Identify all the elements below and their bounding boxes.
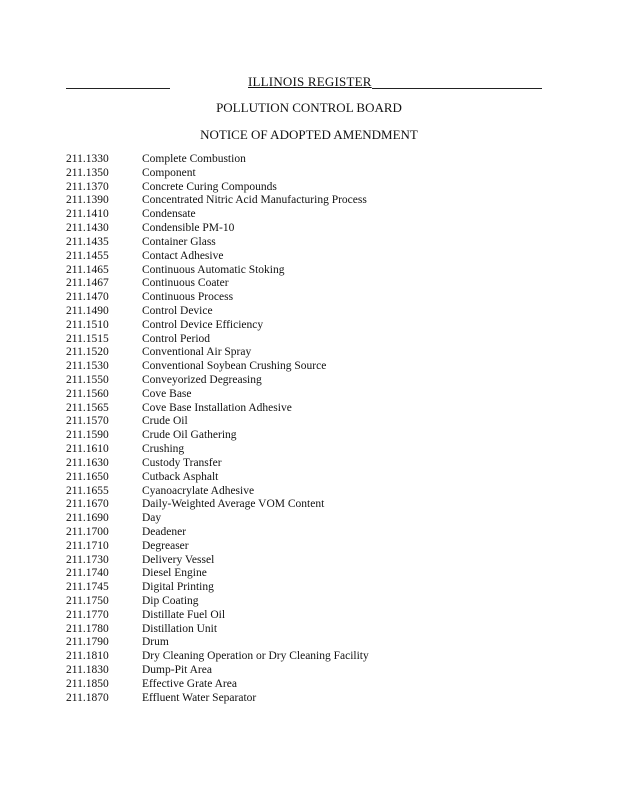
definition-term: Continuous Coater bbox=[142, 277, 229, 290]
definition-term: Dump-Pit Area bbox=[142, 664, 212, 677]
section-number: 211.1330 bbox=[66, 153, 109, 165]
section-number: 211.1530 bbox=[66, 360, 109, 373]
definition-term: Diesel Engine bbox=[142, 567, 207, 580]
definition-term: Crude Oil bbox=[142, 415, 188, 428]
definition-term: Conveyorized Degreasing bbox=[142, 374, 262, 386]
section-number: 211.1550 bbox=[66, 374, 109, 386]
section-number: 211.1570 bbox=[66, 415, 109, 428]
definition-term: Delivery Vessel bbox=[142, 553, 215, 566]
section-number: 211.1630 bbox=[66, 456, 109, 469]
notice-heading: NOTICE OF ADOPTED AMENDMENT bbox=[200, 127, 418, 142]
definition-row bbox=[66, 678, 369, 692]
definition-term: Component bbox=[142, 166, 196, 179]
board-heading: POLLUTION CONTROL BOARD bbox=[216, 100, 402, 115]
section-number: 211.1515 bbox=[66, 332, 109, 345]
definition-term: Concrete Curing Compounds bbox=[142, 180, 277, 193]
section-number: 211.1830 bbox=[66, 664, 109, 677]
section-number: 211.1650 bbox=[66, 470, 109, 483]
section-number: 211.1490 bbox=[66, 304, 109, 317]
section-number: 211.1700 bbox=[66, 525, 109, 538]
definition-term: Effective Grate Area bbox=[142, 677, 237, 690]
section-number: 211.1435 bbox=[66, 235, 109, 248]
definition-row bbox=[66, 236, 369, 250]
definition-row bbox=[66, 194, 369, 208]
definition-row bbox=[66, 360, 369, 374]
section-number: 211.1560 bbox=[66, 387, 109, 400]
definition-term: Drum bbox=[142, 636, 169, 649]
definition-row bbox=[66, 374, 369, 388]
definition-term: Day bbox=[142, 512, 162, 525]
definition-row bbox=[66, 153, 369, 167]
section-number: 211.1565 bbox=[66, 401, 109, 414]
definition-term: Conventional Air Spray bbox=[142, 346, 252, 359]
definition-term: Effluent Water Separator bbox=[142, 691, 257, 704]
definition-row bbox=[66, 664, 369, 678]
definition-row bbox=[66, 498, 369, 512]
section-number: 211.1710 bbox=[66, 539, 109, 552]
section-number: 211.1730 bbox=[66, 553, 109, 566]
definition-row bbox=[66, 595, 369, 609]
section-number: 211.1745 bbox=[66, 581, 109, 594]
definition-row bbox=[66, 291, 369, 305]
definition-row bbox=[66, 277, 369, 291]
register-title: ILLINOIS REGISTER bbox=[248, 74, 372, 89]
definition-term: Concentrated Nitric Acid Manufacturing Process bbox=[142, 194, 367, 207]
section-number: 211.1470 bbox=[66, 291, 109, 304]
definition-term: Custody Transfer bbox=[142, 456, 222, 469]
definition-term: Continuous Process bbox=[142, 291, 234, 304]
section-number: 211.1370 bbox=[66, 180, 109, 193]
definition-term: Cove Base Installation Adhesive bbox=[142, 401, 292, 414]
section-number: 211.1810 bbox=[66, 650, 109, 663]
definition-row bbox=[66, 181, 369, 195]
definition-row bbox=[66, 319, 369, 333]
definition-term: Complete Combustion bbox=[142, 153, 246, 165]
section-number: 211.1690 bbox=[66, 512, 109, 525]
section-number: 211.1590 bbox=[66, 429, 109, 442]
definition-row bbox=[66, 526, 369, 540]
header-rule-right bbox=[372, 88, 542, 89]
definition-term: Distillation Unit bbox=[142, 622, 218, 635]
definition-term: Condensible PM-10 bbox=[142, 222, 235, 235]
definition-row bbox=[66, 457, 369, 471]
header-rule-left bbox=[66, 88, 170, 89]
definition-row bbox=[66, 333, 369, 347]
definition-row bbox=[66, 222, 369, 236]
section-number: 211.1467 bbox=[66, 277, 109, 290]
definition-term: Continuous Automatic Stoking bbox=[142, 263, 285, 276]
definition-row bbox=[66, 388, 369, 402]
definition-term: Digital Printing bbox=[142, 581, 214, 594]
definition-term: Control Device bbox=[142, 304, 213, 317]
definition-row bbox=[66, 415, 369, 429]
definition-row bbox=[66, 567, 369, 581]
section-number: 211.1655 bbox=[66, 484, 109, 497]
definition-term: Contact Adhesive bbox=[142, 249, 224, 262]
definition-term: Cutback Asphalt bbox=[142, 470, 219, 483]
definition-row bbox=[66, 167, 369, 181]
definition-term: Container Glass bbox=[142, 235, 216, 248]
definition-term: Condensate bbox=[142, 208, 196, 221]
definition-row bbox=[66, 609, 369, 623]
definitions-list bbox=[66, 153, 369, 706]
section-number: 211.1850 bbox=[66, 677, 109, 690]
definition-term: Dry Cleaning Operation or Dry Cleaning Facility bbox=[142, 650, 369, 663]
definition-term: Control Device Efficiency bbox=[142, 318, 264, 331]
definition-row bbox=[66, 581, 369, 595]
definition-row bbox=[66, 692, 369, 706]
section-number: 211.1770 bbox=[66, 608, 109, 621]
definition-row bbox=[66, 208, 369, 222]
section-number: 211.1870 bbox=[66, 691, 109, 704]
section-number: 211.1610 bbox=[66, 443, 109, 456]
definition-term: Cove Base bbox=[142, 387, 192, 400]
register-header bbox=[66, 74, 542, 90]
section-number: 211.1780 bbox=[66, 622, 109, 635]
section-number: 211.1520 bbox=[66, 346, 109, 359]
definition-row bbox=[66, 264, 369, 278]
definition-row bbox=[66, 540, 369, 554]
section-number: 211.1390 bbox=[66, 194, 109, 207]
definition-term: Deadener bbox=[142, 525, 187, 538]
section-number: 211.1410 bbox=[66, 208, 109, 221]
section-number: 211.1740 bbox=[66, 567, 109, 580]
definition-row bbox=[66, 636, 369, 650]
section-number: 211.1455 bbox=[66, 249, 109, 262]
definition-row bbox=[66, 305, 369, 319]
definition-row bbox=[66, 650, 369, 664]
section-number: 211.1430 bbox=[66, 222, 109, 235]
section-number: 211.1750 bbox=[66, 595, 109, 607]
definition-row bbox=[66, 485, 369, 499]
definition-term: Daily-Weighted Average VOM Content bbox=[142, 498, 325, 511]
definition-row bbox=[66, 250, 369, 264]
definition-term: Conventional Soybean Crushing Source bbox=[142, 360, 327, 373]
definition-row bbox=[66, 512, 369, 526]
section-number: 211.1465 bbox=[66, 263, 109, 276]
definition-row bbox=[66, 402, 369, 416]
section-number: 211.1790 bbox=[66, 636, 109, 649]
definition-row bbox=[66, 554, 369, 568]
definition-term: Crushing bbox=[142, 443, 185, 456]
definition-term: Control Period bbox=[142, 332, 211, 345]
definition-term: Distillate Fuel Oil bbox=[142, 608, 226, 621]
section-number: 211.1670 bbox=[66, 498, 109, 511]
definition-row bbox=[66, 443, 369, 457]
definition-term: Degreaser bbox=[142, 539, 189, 552]
section-number: 211.1510 bbox=[66, 318, 109, 331]
definition-term: Cyanoacrylate Adhesive bbox=[142, 484, 255, 497]
section-number: 211.1350 bbox=[66, 166, 109, 179]
definition-row bbox=[66, 346, 369, 360]
definition-term: Dip Coating bbox=[142, 595, 199, 607]
definition-row bbox=[66, 471, 369, 485]
definition-row bbox=[66, 429, 369, 443]
definition-row bbox=[66, 623, 369, 637]
definition-term: Crude Oil Gathering bbox=[142, 429, 237, 442]
